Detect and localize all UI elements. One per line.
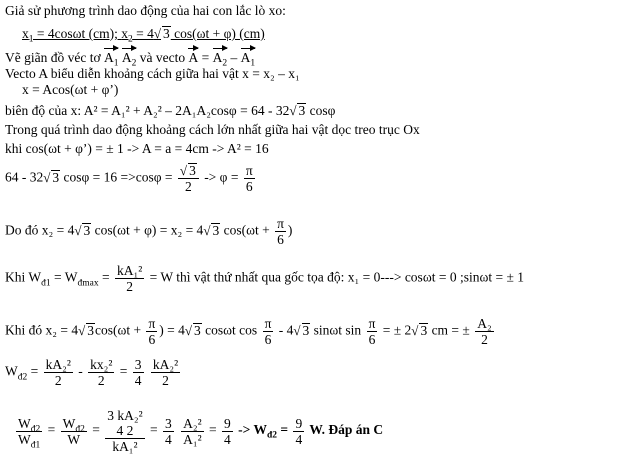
- condition-line: khi cos(ωt + φ’) = ± 1 -> A = a = 4cm -> A² = 16: [5, 141, 269, 156]
- intro-text: Giả sử phương trình dao động của hai con lắc lò xo:: [5, 3, 286, 18]
- distance-line: Vecto A biểu diễn khoảng cách giữa hai vật x = x₂ – x₁: [5, 66, 300, 81]
- ratio-line: $\frac{W_{đ2}}{W_{đ1}}$ = $\frac{W_{đ2}}{W}$ = 3 kA₂² 4 2 kA₁² = $\frac{3}{4}$ $\frac{\text{A₂²}}{\text{A₁²}}$ = $\frac{9}{4}$ -> $W_{đ2}$ = $\frac{9}{4}$ W. Đáp án C: [18, 408, 384, 454]
- x2-result-line: Do đó x₂ = 4√ 3 cos(ωt + φ) = x₂ = 4√ 3 cos(ωt + $\frac{\pi}{6}$ ): [5, 216, 292, 247]
- x2-equation: $x_2 = 4√$ 3 cos(ωt + φ) (cm): [121, 26, 265, 41]
- x2-expansion-line: Khi đó x₂ = 4√ 3cos(ωt + $\frac{\pi}{6}$ ) = 4√ 3 cosωt cos $\frac{\pi}{6}$ - 4√ 3 sinωt sin $\frac{\pi}{6}$ = ± 2√ 3 cm = ± $\frac{\text{A₂}}{2}$: [5, 316, 496, 347]
- final-answer: -> $W_{đ2}$ = $\frac{9}{4}$ W. Đáp án C: [238, 415, 384, 447]
- x-equation-line: x = Acos(ωt + φ’): [22, 82, 119, 97]
- kinetic-energy-line: Khi $W_{đ1} = W_{đmax}$ = $\frac{\text{kA₁²}}{2}$ = W thì vật thứ nhất qua gốc tọa độ: x₁ = 0---> cosωt = 0 ;sinωt = ± 1: [5, 263, 524, 294]
- vector-a: A: [188, 46, 198, 66]
- vector-a2-minus: $A_2$: [213, 46, 228, 66]
- fraction-pi-over-6: $\frac{\pi}{6}$: [277, 216, 284, 247]
- vector-a2: $A_2$: [122, 46, 137, 66]
- x1-equation: $x_1 = 4\cos\omega t$ (cm);: [22, 26, 122, 45]
- vector-a1-minus: $A_1$: [241, 46, 256, 66]
- fraction-kA1sq-over-2: $\frac{\text{kA₁²}}{2}$: [116, 263, 143, 294]
- fraction-a2-over-2: $\frac{\text{A₂}}{2}$: [477, 316, 492, 347]
- max-distance-line: Trong quá trình dao động khoảng cách lớn nhất giữa hai vật dọc treo trục Ox: [5, 122, 420, 137]
- vector-a1: $A_1$: [104, 46, 119, 66]
- phase-line: 64 - 32√ 3 cosφ = 16 =>cosφ = √ $\frac{3}{2}$ -> φ = $\frac{\pi}{6}$: [5, 163, 257, 194]
- intro-line: [5, 3, 286, 19]
- vector-diagram-line: Vẽ giãn đồ véc tơ $A_1$ $A_2$ và vecto $A = A_2 - A_1$: [5, 46, 255, 66]
- wd2-line: $W_{đ2}$ = $\frac{\text{kA₂²}}{2}$ - $\frac{\text{kx₂²}}{2}$ = $\frac{3}{4}$ $\frac{\text{kA₂²}}{2}$: [5, 357, 179, 388]
- amplitude-line: biên độ của x: A² = A₁² + A₂² – 2A₁A₂cosφ = 64 - 32√ 3 cosφ: [5, 103, 335, 119]
- fraction-pi-over-6: $\frac{\pi}{6}$: [245, 163, 253, 194]
- equations-line: [22, 26, 265, 45]
- fraction-sqrt3-over-2: √ $\frac{3}{2}$: [178, 163, 199, 194]
